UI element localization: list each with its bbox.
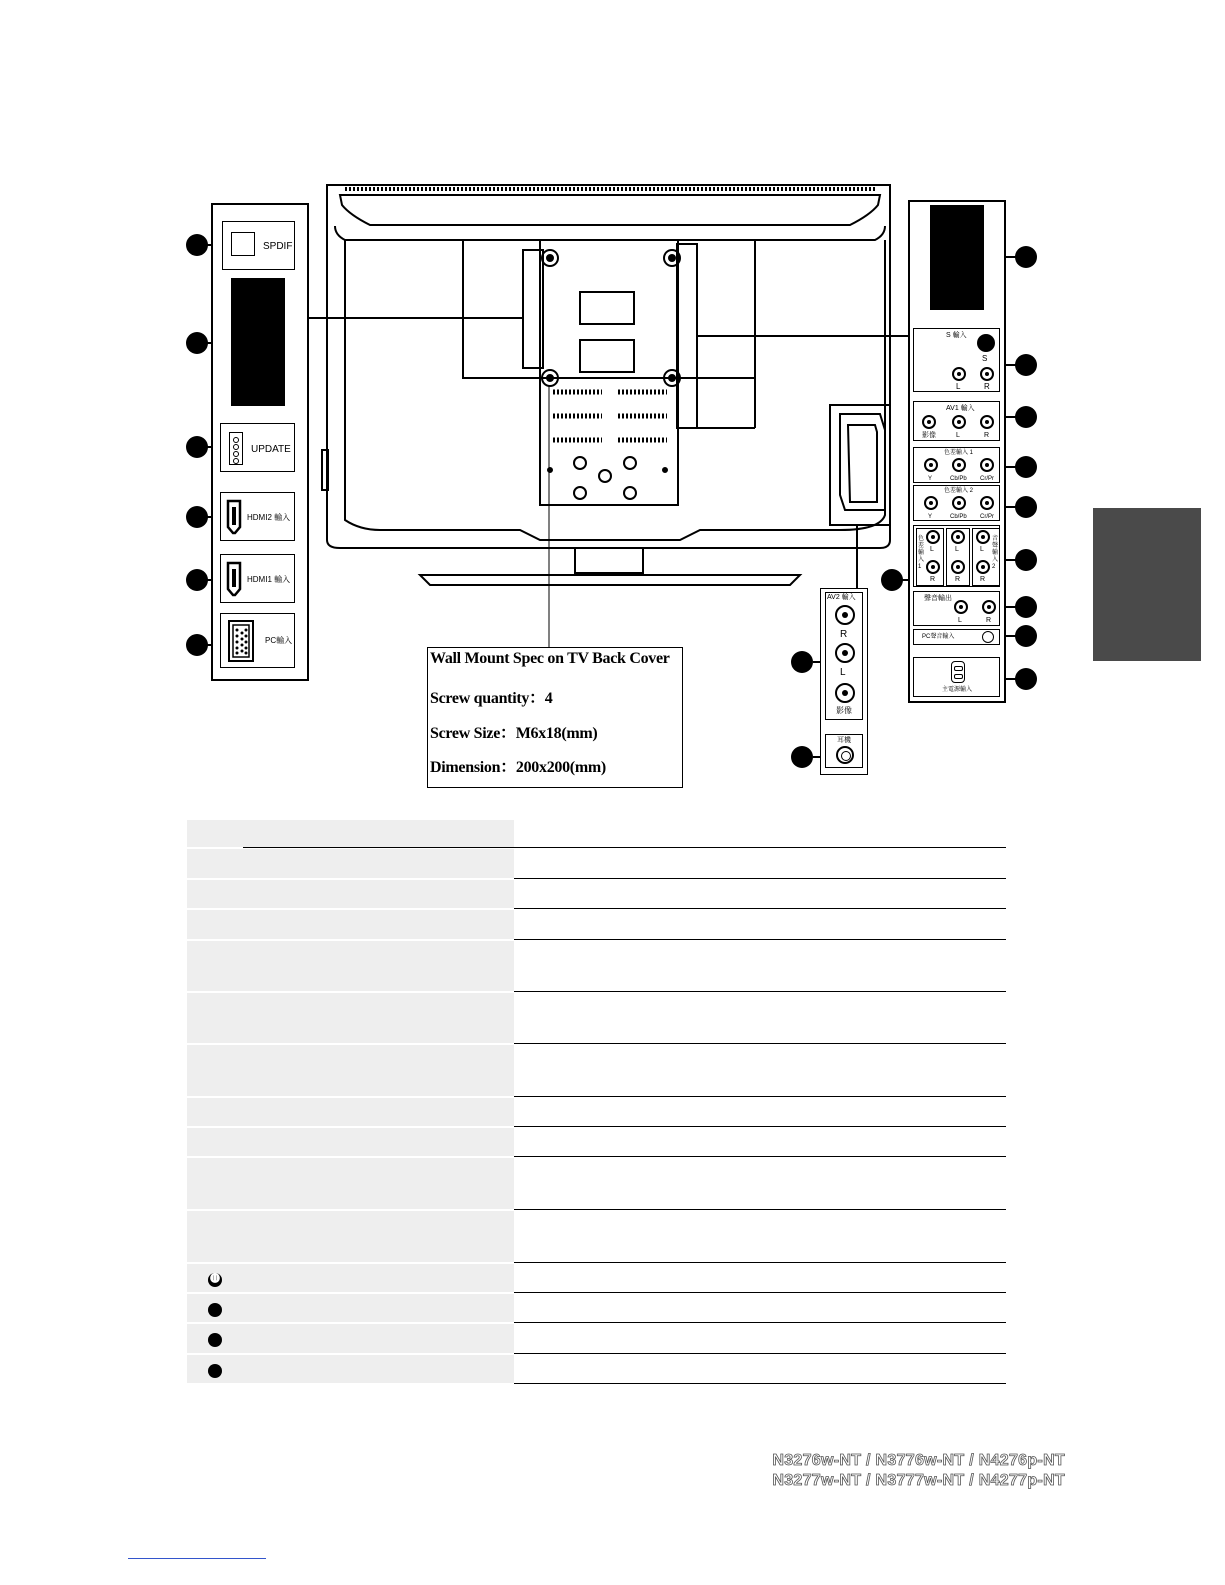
audio-in-vertical2-label: 音聲輸入2 [992, 536, 999, 570]
s-input-label: S 輸入 [946, 332, 967, 339]
video-label: 影像 [836, 706, 852, 715]
table-row [187, 1128, 514, 1156]
callout-marker [1015, 354, 1037, 376]
model-line-1: N3276w-NT / N3776w-NT / N4276p-NT [772, 1452, 1065, 1469]
update-port [220, 423, 295, 472]
hdmi-icon [225, 561, 243, 597]
audio-jack [982, 600, 996, 614]
crpr-label: Cr/Pr [980, 476, 994, 482]
update-socket [229, 432, 243, 465]
table-row-line [514, 1262, 1006, 1263]
table-row-line [514, 878, 1006, 879]
right-connector-block [930, 205, 984, 310]
callout-marker [186, 332, 208, 354]
row-number [208, 1364, 222, 1378]
av2-group [825, 592, 863, 720]
table-row-line [514, 1126, 1006, 1127]
callout-marker [1015, 456, 1037, 478]
power-label: 主電源輸入 [942, 687, 973, 693]
table-row-line [514, 1209, 1006, 1210]
r-label: R [930, 576, 936, 583]
model-line-2: N3277w-NT / N3777w-NT / N4277p-NT [772, 1472, 1065, 1489]
callout-marker [186, 569, 208, 591]
hdmi1-label: HDMI1 輸入 [247, 575, 291, 584]
callout-marker [1015, 406, 1037, 428]
callout-marker [186, 234, 208, 256]
component-jack [952, 458, 966, 472]
wall-mount-spec-box [427, 647, 683, 788]
callout-marker [1015, 668, 1037, 690]
r-label: R [840, 629, 848, 640]
callout-marker [186, 634, 208, 656]
table-row [187, 1294, 514, 1322]
callout-marker [791, 651, 813, 673]
table-row-line [514, 1353, 1006, 1354]
table-row-line [514, 908, 1006, 909]
audio-jack [926, 560, 940, 574]
pc-audio-group [913, 629, 1000, 645]
power-socket [951, 661, 965, 683]
table-row [187, 1045, 514, 1096]
component-jack [980, 496, 994, 510]
table-row-line [514, 991, 1006, 992]
screw-quantity: Screw quantity：4 [430, 690, 553, 707]
callout-marker [186, 506, 208, 528]
table-header-underline [243, 847, 1006, 848]
callout-marker [1015, 496, 1037, 518]
audio-jack [980, 415, 994, 429]
cbpb-label: Cb/Pb [950, 514, 967, 520]
component-audio-group [913, 525, 1000, 587]
audio-jack [954, 600, 968, 614]
audio-out-label: 聲音輸出 [924, 595, 952, 602]
l-label: L [958, 617, 962, 624]
s-input-group [913, 328, 1000, 392]
hdmi-icon [225, 499, 243, 535]
spdif-port [222, 221, 295, 270]
row-number: ⓫ [210, 1274, 220, 1285]
callout-marker [1015, 246, 1037, 268]
table-row [187, 1158, 514, 1209]
r-label: R [984, 382, 990, 391]
table-header-cell [187, 820, 514, 847]
footer-link-underline [128, 1558, 266, 1559]
table-row-line [514, 1292, 1006, 1293]
component-jack [952, 496, 966, 510]
table-row [187, 1324, 514, 1353]
r-label: R [980, 576, 986, 583]
component1-label: 色差輸入 1 [944, 450, 974, 456]
table-row-line [514, 939, 1006, 940]
table-row [187, 1355, 514, 1383]
hdmi2-port [220, 492, 295, 541]
hdmi2-label: HDMI2 輸入 [247, 513, 291, 522]
audio-jack [951, 560, 965, 574]
headphone-jack [836, 746, 854, 764]
audio-jack [980, 367, 994, 381]
l-label: L [840, 667, 846, 678]
row-number [208, 1303, 222, 1317]
video-jack [922, 415, 936, 429]
av1-group [913, 401, 1000, 441]
callout-marker [1015, 596, 1037, 618]
callout-marker [1015, 625, 1037, 647]
component-jack [980, 458, 994, 472]
wall-mount-title: Wall Mount Spec on TV Back Cover [430, 650, 670, 667]
component2-label: 色差輸入 2 [944, 488, 974, 494]
l-label: L [955, 546, 959, 553]
pc-port [220, 613, 295, 668]
table-row-line [514, 1043, 1006, 1044]
table-row-line [514, 1156, 1006, 1157]
table-row [187, 1264, 514, 1292]
pc-label: PC輸入 [265, 636, 293, 645]
s-label: S [982, 354, 988, 363]
spdif-label: SPDIF [263, 241, 293, 252]
power-group [913, 657, 1000, 697]
video-jack [835, 683, 855, 703]
headphone-group [825, 734, 863, 768]
table-row-line [514, 1096, 1006, 1097]
chapter-tab [1093, 508, 1201, 661]
table-row [187, 1098, 514, 1126]
video-label: 影像 [922, 432, 936, 439]
component-jack [924, 496, 938, 510]
r-label: R [986, 617, 992, 624]
audio-in-vertical-label: 色差輸入1 [918, 536, 925, 570]
audio-jack [952, 415, 966, 429]
table-row [187, 849, 514, 878]
y-label: Y [928, 476, 933, 482]
table-row-line [514, 1383, 1006, 1384]
component-jack [924, 458, 938, 472]
hdmi1-port [220, 554, 295, 603]
callout-marker [791, 746, 813, 768]
pc-audio-label: PC聲音輸入 [922, 634, 955, 640]
pc-audio-jack [982, 631, 994, 643]
screw-size: Screw Size：M6x18(mm) [430, 725, 598, 742]
l-label: L [980, 546, 984, 553]
s-video-jack [977, 334, 995, 352]
table-row-line [514, 1322, 1006, 1323]
callout-marker [881, 569, 903, 591]
component2-group [913, 485, 1000, 521]
audio-jack [951, 530, 965, 544]
av1-label: AV1 輸入 [946, 405, 975, 412]
audio-jack [976, 560, 990, 574]
table-row [187, 910, 514, 939]
l-label: L [930, 546, 934, 553]
l-label: L [956, 382, 961, 391]
audio-jack [835, 643, 855, 663]
audio-jack [976, 530, 990, 544]
headphone-label: 耳機 [837, 737, 851, 744]
table-row [187, 941, 514, 991]
vga-icon [225, 619, 257, 663]
callout-marker [186, 436, 208, 458]
audio-out-group [913, 591, 1000, 626]
y-label: Y [928, 514, 933, 520]
table-row [187, 880, 514, 908]
table-row [187, 993, 514, 1043]
left-connector-block [231, 278, 285, 406]
component1-group [913, 447, 1000, 483]
table-row [187, 1211, 514, 1262]
callout-marker [1015, 549, 1037, 571]
r-label: R [955, 576, 961, 583]
l-label: L [956, 432, 960, 439]
audio-jack [952, 367, 966, 381]
dimension: Dimension：200x200(mm) [430, 759, 606, 776]
av2-label: AV2 輸入 [827, 594, 856, 601]
spdif-socket [231, 232, 255, 256]
row-number [208, 1333, 222, 1347]
update-label: UPDATE [251, 444, 291, 455]
audio-jack [926, 530, 940, 544]
crpr-label: Cr/Pr [980, 514, 994, 520]
audio-jack [835, 605, 855, 625]
cbpb-label: Cb/Pb [950, 476, 967, 482]
r-label: R [984, 432, 990, 439]
